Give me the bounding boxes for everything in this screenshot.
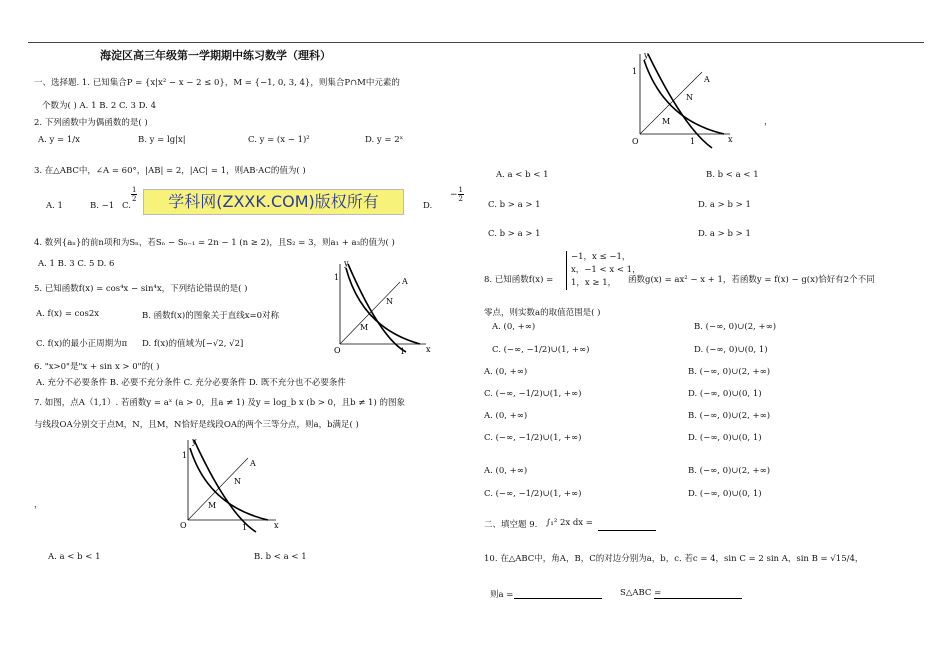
q8-option-c-4: C. (−∞, −1/2)∪(1, +∞) [484,489,582,499]
graph-origin: O [334,346,341,355]
r-option-a: A. a < b < 1 [496,170,549,180]
graph-point-m: M [360,323,369,332]
graph-point-a: A [704,75,710,84]
q10-a-label: 则a = [490,590,514,600]
q2-option-b: B. y = lg|x| [138,135,186,145]
q8-option-d-4: D. (−∞, 0)∪(0, 1) [688,489,762,499]
q2-option-a: A. y = 1/x [38,135,80,145]
q6-stem: 6. "x>0"是"x + sin x > 0"的( ) [34,362,160,372]
q8-option-d-3: D. (−∞, 0)∪(0, 1) [688,433,762,443]
q3-option-c-fraction [131,186,137,203]
q3-option-b: B. −1 [90,201,115,211]
q7-stem-tail: 与线段OA分别交于点M，N，且M，N恰好是线段OA的两个三等分点，则a，b满足( ) [34,420,359,430]
watermark-banner: 学科网(ZXXK.COM)版权所有 [143,189,404,215]
q4-options: A. 1 B. 3 C. 5 D. 6 [38,259,115,269]
graph-point-n: N [386,297,393,306]
q2-option-d: D. y = 2ˣ [365,135,404,145]
graph-point-m: M [208,501,217,510]
graph-x-axis: x [426,345,431,354]
q8-case-2: x，−1 < x < 1， [571,265,641,275]
q3-option-d: D. [423,201,433,211]
q8-mid: 函数g(x) = ax² − x + 1，若函数y = f(x) − g(x)恰好有2个不同 [628,275,875,285]
q5-stem: 5. 已知函数f(x) = cos⁴x − sin⁴x，下列结论错误的是( ) [34,284,248,294]
q8-option-b-4: B. (−∞, 0)∪(2, +∞) [688,466,771,476]
q3-stem: 3. 在△ABC中，∠A = 60°，|AB| = 2，|AC| = 1，则AB·AC的值为( ) [34,166,306,176]
q10-area-answer-blank[interactable] [654,588,742,599]
q8-option-c-3: C. (−∞, −1/2)∪(1, +∞) [484,433,582,443]
q8-option-c: C. (−∞, −1/2)∪(1, +∞) [492,345,590,355]
q5-option-a: A. f(x) = cos2x [36,309,100,319]
q8-option-b-2: B. (−∞, 0)∪(2, +∞) [688,367,771,377]
graph-x-one: 1 [242,523,248,532]
q9-answer-blank[interactable] [598,520,656,531]
q10-area-label: S△ABC = [620,588,662,598]
q7-option-b: B. b < a < 1 [254,552,307,562]
frac-num: 1 [132,186,137,194]
q8-option-d: D. (−∞, 0)∪(0, 1) [694,345,768,355]
frac-den: 2 [458,195,464,203]
q3-option-a: A. 1 [46,201,63,211]
q3-option-c: C. [122,201,131,211]
r-option-d: D. a > b > 1 [698,200,751,210]
section-2-q9-label: 二、填空题 9. [484,520,538,530]
q8-stem: 8. 已知函数f(x) = [484,275,554,285]
q6-options: A. 充分不必要条件 B. 必要不充分条件 C. 充分必要条件 D. 既不充分也不必要条件 [36,378,346,388]
section-1-q1: 一、选择题. 1. 已知集合P = {x|x² − x − 2 ≤ 0}，M = {−1, 0, 3, 4}，则集合P∩M中元素的 [34,78,400,88]
q7-option-a: A. a < b < 1 [48,552,101,562]
q10-stem: 10. 在△ABC中，角A，B，C的对边分别为a，b，c. 若c = 4，sin C = 2 sin A，sin B = √15/4， [484,554,864,564]
q7-stem: 7. 如图，点A（1,1）. 若函数y = aˣ (a > 0，且a ≠ 1) 及y = log_b x (b > 0，且b ≠ 1) 的图象 [34,398,405,408]
q8-option-d-2: D. (−∞, 0)∪(0, 1) [688,389,762,399]
q8-option-a-4: A. (0, +∞) [484,466,528,476]
function-graph-1 [322,258,432,361]
q3-option-d-fraction: − $\frac{1}{2}$ [450,186,464,203]
graph-point-m: M [662,117,671,126]
graph-point-n: N [686,93,693,102]
q8-option-b: B. (−∞, 0)∪(2, +∞) [694,322,777,332]
q8-option-a-3: A. (0, +∞) [484,411,528,421]
q5-option-c: C. f(x)的最小正周期为π [36,339,128,349]
graph-x-one: 1 [690,137,696,146]
q8-case-1: −1，x ≤ −1， [571,252,631,262]
q8-option-a: A. (0, +∞) [492,322,536,332]
q8-case-3: 1，x ≥ 1， [571,278,617,288]
r-option-d2: D. a > b > 1 [698,229,751,239]
q10-a-answer-blank[interactable] [514,588,602,599]
graph-y-axis: y [192,437,197,446]
frac-num: 1 [458,186,464,194]
graph-point-n: N [234,477,241,486]
r-option-c2: C. b > a > 1 [488,229,541,239]
function-graph-3 [622,50,738,153]
q5-option-d: D. f(x)的值域为[−√2, √2] [142,339,244,349]
graph-y-one: 1 [632,67,638,76]
r-option-c: C. b > a > 1 [488,200,541,210]
graph-y-one: 1 [182,451,188,460]
q2-option-c: C. y = (x − 1)² [248,135,310,145]
graph-origin: O [632,137,639,146]
graph-3-comma: ， [764,117,773,127]
q4-stem: 4. 数列{aₙ}的前n项和为Sₙ，若Sₙ − Sₙ₋₁ = 2n − 1 (n ≥ 2)，且S₂ = 3，则a₁ + a₃的值为( ) [34,238,395,248]
q5-option-b: B. 函数f(x)的图象关于直线x=0对称 [142,311,280,321]
graph-x-axis: x [274,521,279,530]
frac-den: 2 [132,195,137,203]
q8-tail: 零点，则实数a的取值范围是( ) [484,308,601,318]
graph-point-a: A [402,277,408,286]
q9-integral: ∫₁² 2x dx = [546,518,593,528]
q8-option-c-2: C. (−∞, −1/2)∪(1, +∞) [484,389,582,399]
q2-stem: 2. 下列函数中为偶函数的是( ) [34,118,148,128]
q7-comma: ， [34,500,43,510]
graph-x-one: 1 [400,347,406,356]
function-graph-2 [168,436,284,539]
graph-point-a: A [250,459,256,468]
r-option-b: B. b < a < 1 [706,170,759,180]
q8-option-b-3: B. (−∞, 0)∪(2, +∞) [688,411,771,421]
top-rule [28,42,924,43]
graph-origin: O [180,521,187,530]
q1-options: 个数为( ) A. 1 B. 2 C. 3 D. 4 [42,101,156,111]
graph-x-axis: x [728,135,733,144]
graph-y-axis: y [644,51,649,60]
graph-y-one: 1 [334,273,340,282]
graph-y-axis: y [344,259,349,268]
q8-option-a-2: A. (0, +∞) [484,367,528,377]
page-title: 海淀区高三年级第一学期期中练习数学（理科） [100,49,331,62]
